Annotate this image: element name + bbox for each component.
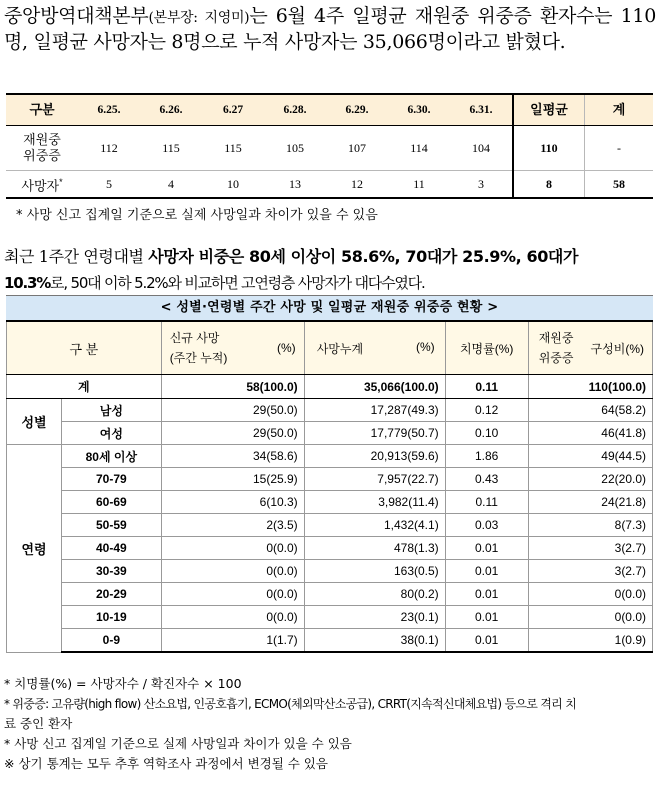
new-deaths-cell: 0(0.0) (161, 583, 304, 606)
total-row (7, 375, 653, 399)
cum-deaths-cell: 20,913(59.6) (304, 445, 445, 468)
header-severe (528, 321, 652, 375)
footnote: ※ 상기 통계는 모두 추후 역학조사 과정에서 변경될 수 있음 (4, 756, 328, 771)
total-label: 계 (7, 375, 162, 399)
value-cell: 107 (326, 126, 388, 171)
detail-table (6, 320, 653, 653)
severe-cell: 64(58.2) (528, 399, 652, 422)
header-date: 6.26. (140, 94, 202, 126)
value-cell: 105 (264, 126, 326, 171)
row-label: 40-49 (62, 537, 162, 560)
table-row (7, 606, 653, 629)
fatality-cell: 0.12 (445, 399, 528, 422)
value-cell: 12 (326, 171, 388, 199)
severe-cell: 0(0.0) (528, 606, 652, 629)
value-cell: 10 (202, 171, 264, 199)
cum-deaths-cell: 3,982(11.4) (304, 491, 445, 514)
new-deaths-cell: 6(10.3) (161, 491, 304, 514)
new-deaths-cell: 29(50.0) (161, 422, 304, 445)
fatality-cell: 0.01 (445, 629, 528, 653)
table-row (7, 422, 653, 445)
age-group-label: 연령 (7, 445, 62, 653)
table-row (7, 399, 653, 422)
header-cum-deaths-pct: (%) (416, 339, 435, 354)
header-date: 6.29. (326, 94, 388, 126)
new-deaths-cell: 34(58.6) (161, 445, 304, 468)
deaths-row (6, 171, 653, 199)
row-label: 60-69 (62, 491, 162, 514)
row-label: 남성 (62, 399, 162, 422)
detail-table-header (7, 321, 653, 375)
intro-lead: 중앙방역대책본부 (4, 5, 149, 27)
value-cell: 5 (78, 171, 140, 199)
average-cell: 8 (513, 171, 585, 199)
header-new-deaths-line2: (주간 누적) (169, 351, 228, 365)
table-row (7, 629, 653, 653)
weekly-table-note: * 사망 신고 집계일 기준으로 실제 사망일과 차이가 있을 수 있음 (16, 208, 378, 223)
cum-deaths-cell: 7,957(22.7) (304, 468, 445, 491)
intro-paragraph (4, 4, 656, 54)
weekly-table (6, 93, 653, 199)
header-date: 6.30. (388, 94, 450, 126)
fatality-cell: 1.86 (445, 445, 528, 468)
para2-part1: 최근 1주간 연령대별 (4, 247, 149, 266)
severe-cell: 24(21.8) (528, 491, 652, 514)
detail-table-caption: < 성별·연령별 주간 사망 및 일평균 재원중 위중증 현황 > (6, 295, 653, 320)
header-date: 6.31. (450, 94, 513, 126)
new-deaths-cell: 0(0.0) (161, 606, 304, 629)
severe-cell: 22(20.0) (528, 468, 652, 491)
average-cell: 110 (513, 126, 585, 171)
header-cum-deaths-label: 사망누계 (316, 341, 364, 356)
value-cell: 114 (388, 126, 450, 171)
total-cell: - (585, 126, 654, 171)
row-label: 30-39 (62, 560, 162, 583)
footnote: * 위중증: 고유량(high flow) 산소요법, 인공호흡기, ECMO(체외막산소공급), CRRT(지속적신대체요법) 등으로 격리 치 (4, 697, 577, 711)
value-cell: 11 (388, 171, 450, 199)
total-cum-deaths: 35,066(100.0) (304, 375, 445, 399)
severe-row (6, 126, 653, 171)
severe-cell: 46(41.8) (528, 422, 652, 445)
table-row (7, 514, 653, 537)
fatality-cell: 0.11 (445, 491, 528, 514)
value-cell: 115 (202, 126, 264, 171)
row-label: 80세 이상 (62, 445, 162, 468)
age-paragraph (4, 244, 656, 296)
fatality-cell: 0.43 (445, 468, 528, 491)
value-cell: 112 (78, 126, 140, 171)
table-row (7, 537, 653, 560)
fatality-cell: 0.01 (445, 606, 528, 629)
header-date: 6.28. (264, 94, 326, 126)
cum-deaths-cell: 17,287(49.3) (304, 399, 445, 422)
header-date: 6.27 (202, 94, 264, 126)
row-label: 70-79 (62, 468, 162, 491)
cum-deaths-cell: 17,779(50.7) (304, 422, 445, 445)
row-label: 50-59 (62, 514, 162, 537)
intro-paren: (본부장: 지영미) (148, 10, 250, 26)
cum-deaths-cell: 478(1.3) (304, 537, 445, 560)
cum-deaths-cell: 23(0.1) (304, 606, 445, 629)
header-new-deaths-pct: (%) (277, 341, 296, 355)
total-new-deaths: 58(100.0) (161, 375, 304, 399)
header-average: 일평균 (513, 94, 585, 126)
fatality-cell: 0.03 (445, 514, 528, 537)
fatality-cell: 0.01 (445, 583, 528, 606)
table-row (7, 445, 653, 468)
header-date: 6.25. (78, 94, 140, 126)
cum-deaths-cell: 38(0.1) (304, 629, 445, 653)
row-label: 여성 (62, 422, 162, 445)
header-cumulative-deaths (304, 321, 445, 375)
row-label (6, 126, 78, 171)
severe-cell: 49(44.5) (528, 445, 652, 468)
table-row (7, 560, 653, 583)
new-deaths-cell: 0(0.0) (161, 560, 304, 583)
value-cell: 115 (140, 126, 202, 171)
total-severe: 110(100.0) (528, 375, 652, 399)
row-label-line1: 사망자 (21, 178, 60, 194)
row-label: 0-9 (62, 629, 162, 653)
para2-part3: 10.3% (4, 274, 51, 292)
header-new-deaths-line1: 신규 사망 (169, 331, 220, 345)
header-total: 계 (585, 94, 654, 126)
value-cell: 4 (140, 171, 202, 199)
header-category: 구분 (6, 94, 78, 126)
new-deaths-cell: 2(3.5) (161, 514, 304, 537)
severe-cell: 3(2.7) (528, 537, 652, 560)
cum-deaths-cell: 1,432(4.1) (304, 514, 445, 537)
value-cell: 104 (450, 126, 513, 171)
gender-group-label: 성별 (7, 399, 62, 445)
table-row (7, 491, 653, 514)
para2-part2: 사망자 비중은 80세 이상이 58.6%, 70대가 25.9%, 60대가 (148, 247, 579, 266)
severe-cell: 3(2.7) (528, 560, 652, 583)
new-deaths-cell: 0(0.0) (161, 537, 304, 560)
fatality-cell: 0.01 (445, 560, 528, 583)
footnote: * 치명률(%) = 사망자수 / 확진자수 × 100 (4, 676, 242, 691)
severe-cell: 0(0.0) (528, 583, 652, 606)
row-label: 20-29 (62, 583, 162, 606)
header-severe-line2: 위중증 (538, 351, 574, 365)
new-deaths-cell: 29(50.0) (161, 399, 304, 422)
cum-deaths-cell: 80(0.2) (304, 583, 445, 606)
cum-deaths-cell: 163(0.5) (304, 560, 445, 583)
weekly-table-header (6, 94, 653, 126)
intro-rest: 는 6월 4주 일평균 재원중 위중증 환자수는 110명, 일평균 사망자는 8명으로 누적 사망자는 35,066명이라고 밝혔다. (4, 5, 656, 53)
row-label: 10-19 (62, 606, 162, 629)
severe-cell: 8(7.3) (528, 514, 652, 537)
total-fatality: 0.11 (445, 375, 528, 399)
header-fatality: 치명률(%) (445, 321, 528, 375)
new-deaths-cell: 1(1.7) (161, 629, 304, 653)
value-cell: 13 (264, 171, 326, 199)
para2-part4: 로, 50대 이하 5.2%와 비교하면 고연령층 사망자가 대다수였다. (50, 274, 425, 292)
row-label-line1: 재원중 (23, 132, 61, 147)
total-cell: 58 (585, 171, 654, 199)
value-cell: 3 (450, 171, 513, 199)
fatality-cell: 0.01 (445, 537, 528, 560)
severe-cell: 1(0.9) (528, 629, 652, 653)
table-row (7, 468, 653, 491)
header-severe-line1: 재원중 (538, 331, 574, 345)
row-label-line2: 위중증 (23, 148, 61, 163)
footnotes (4, 674, 656, 774)
header-composition: 구성비(%) (590, 341, 644, 356)
header-new-deaths (161, 321, 304, 375)
fatality-cell: 0.10 (445, 422, 528, 445)
row-label-sup: * (59, 176, 63, 187)
new-deaths-cell: 15(25.9) (161, 468, 304, 491)
header-category: 구 분 (7, 321, 162, 375)
footnote: 료 중인 환자 (4, 716, 73, 731)
table-row (7, 583, 653, 606)
row-label (6, 171, 78, 199)
footnote: * 사망 신고 집계일 기준으로 실제 사망일과 차이가 있을 수 있음 (4, 736, 352, 751)
